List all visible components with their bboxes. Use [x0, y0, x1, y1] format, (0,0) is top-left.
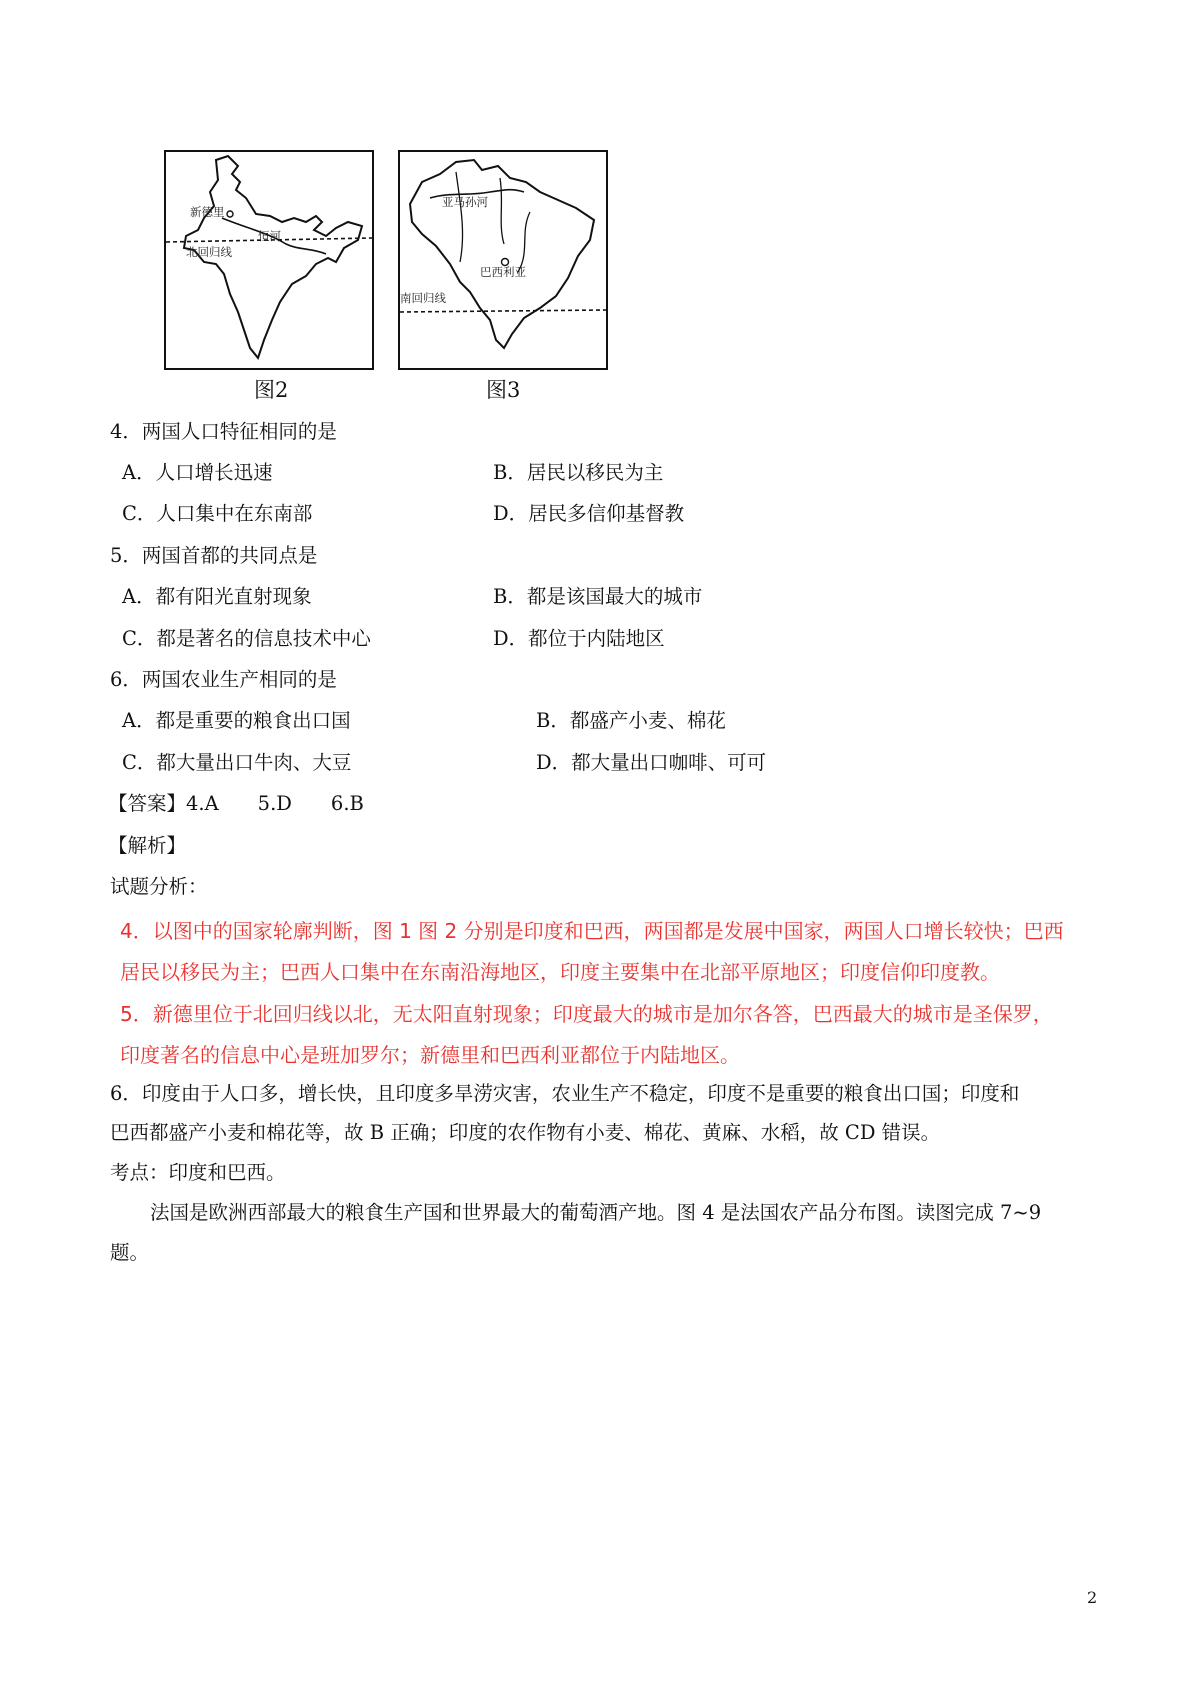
figure-2-caption: 图2: [254, 378, 289, 402]
question-4-option-d: D．居民多信仰基督教: [493, 502, 685, 525]
analysis-heading: 【解析】: [108, 834, 187, 857]
kaodian-line: 考点：印度和巴西。: [110, 1161, 286, 1184]
question-5-option-d: D．都位于内陆地区: [493, 627, 665, 650]
question-4-option-a: A．人口增长迅速: [122, 461, 273, 484]
analysis-6-line-1: 6．印度由于人口多，增长快，且印度多旱涝灾害，农业生产不稳定，印度不是重要的粮食出口国；印度和: [110, 1082, 1020, 1105]
question-4-option-b: B．居民以移民为主: [493, 461, 664, 484]
question-6-stem: 6．两国农业生产相同的是: [110, 668, 337, 691]
analysis-red-line-3: 5．新德里位于北回归线以北，无太阳直射现象；印度最大的城市是加尔各答，巴西最大的城市是圣保罗，: [120, 1002, 1053, 1026]
map-label-tropic-of-capricorn: 南回归线: [400, 291, 446, 305]
analysis-red-line-4: 印度著名的信息中心是班加罗尔；新德里和巴西利亚都位于内陆地区。: [120, 1043, 740, 1067]
map-label-new-delhi: 新德里: [190, 205, 225, 219]
question-4-option-c: C．人口集中在东南部: [122, 502, 313, 525]
map-label-amazon: 亚马孙河: [442, 195, 488, 209]
question-6-option-c: C．都大量出口牛肉、大豆: [122, 751, 352, 774]
question-5-option-c: C．都是著名的信息技术中心: [122, 627, 371, 650]
page-number: 2: [1087, 1588, 1098, 1607]
question-5-option-b: B．都是该国最大的城市: [493, 585, 703, 608]
brazil-outline-map: [400, 152, 606, 368]
figure-3-map: [398, 150, 608, 370]
map-label-tropic-of-cancer: 北回归线: [186, 245, 232, 259]
analysis-red-line-1: 4．以图中的国家轮廓判断，图 1 图 2 分别是印度和巴西，两国都是发展中国家，两国人口增长较快；巴西: [120, 919, 1064, 943]
answer-line: 【答案】4.A 5.D 6.B: [108, 792, 364, 815]
india-outline-map: [166, 152, 372, 368]
question-5-option-a: A．都有阳光直射现象: [122, 585, 312, 608]
question-5-stem: 5．两国首都的共同点是: [110, 544, 318, 567]
question-6-option-d: D．都大量出口咖啡、可可: [536, 751, 767, 774]
map-label-brasilia: 巴西利亚: [480, 265, 526, 279]
map-label-ganges: 恒河: [258, 229, 281, 243]
question-6-option-b: B．都盛产小麦、棉花: [536, 709, 726, 732]
figure-3-caption: 图3: [486, 378, 521, 402]
figure-2-map: [164, 150, 374, 370]
analysis-6-line-2: 巴西都盛产小麦和棉花等，故 B 正确；印度的农作物有小麦、棉花、黄麻、水稻，故 CD 错误。: [110, 1121, 941, 1144]
analysis-intro: 试题分析：: [110, 875, 208, 898]
intro-line-2: 题。: [110, 1241, 150, 1264]
question-4-stem: 4．两国人口特征相同的是: [110, 420, 337, 443]
question-6-option-a: A．都是重要的粮食出口国: [122, 709, 351, 732]
analysis-red-line-2: 居民以移民为主；巴西人口集中在东南沿海地区，印度主要集中在北部平原地区；印度信仰印度教。: [120, 960, 1000, 984]
intro-line-1: 法国是欧洲西部最大的粮食生产国和世界最大的葡萄酒产地。图 4 是法国农产品分布图。读图完成 7~9: [150, 1201, 1042, 1224]
